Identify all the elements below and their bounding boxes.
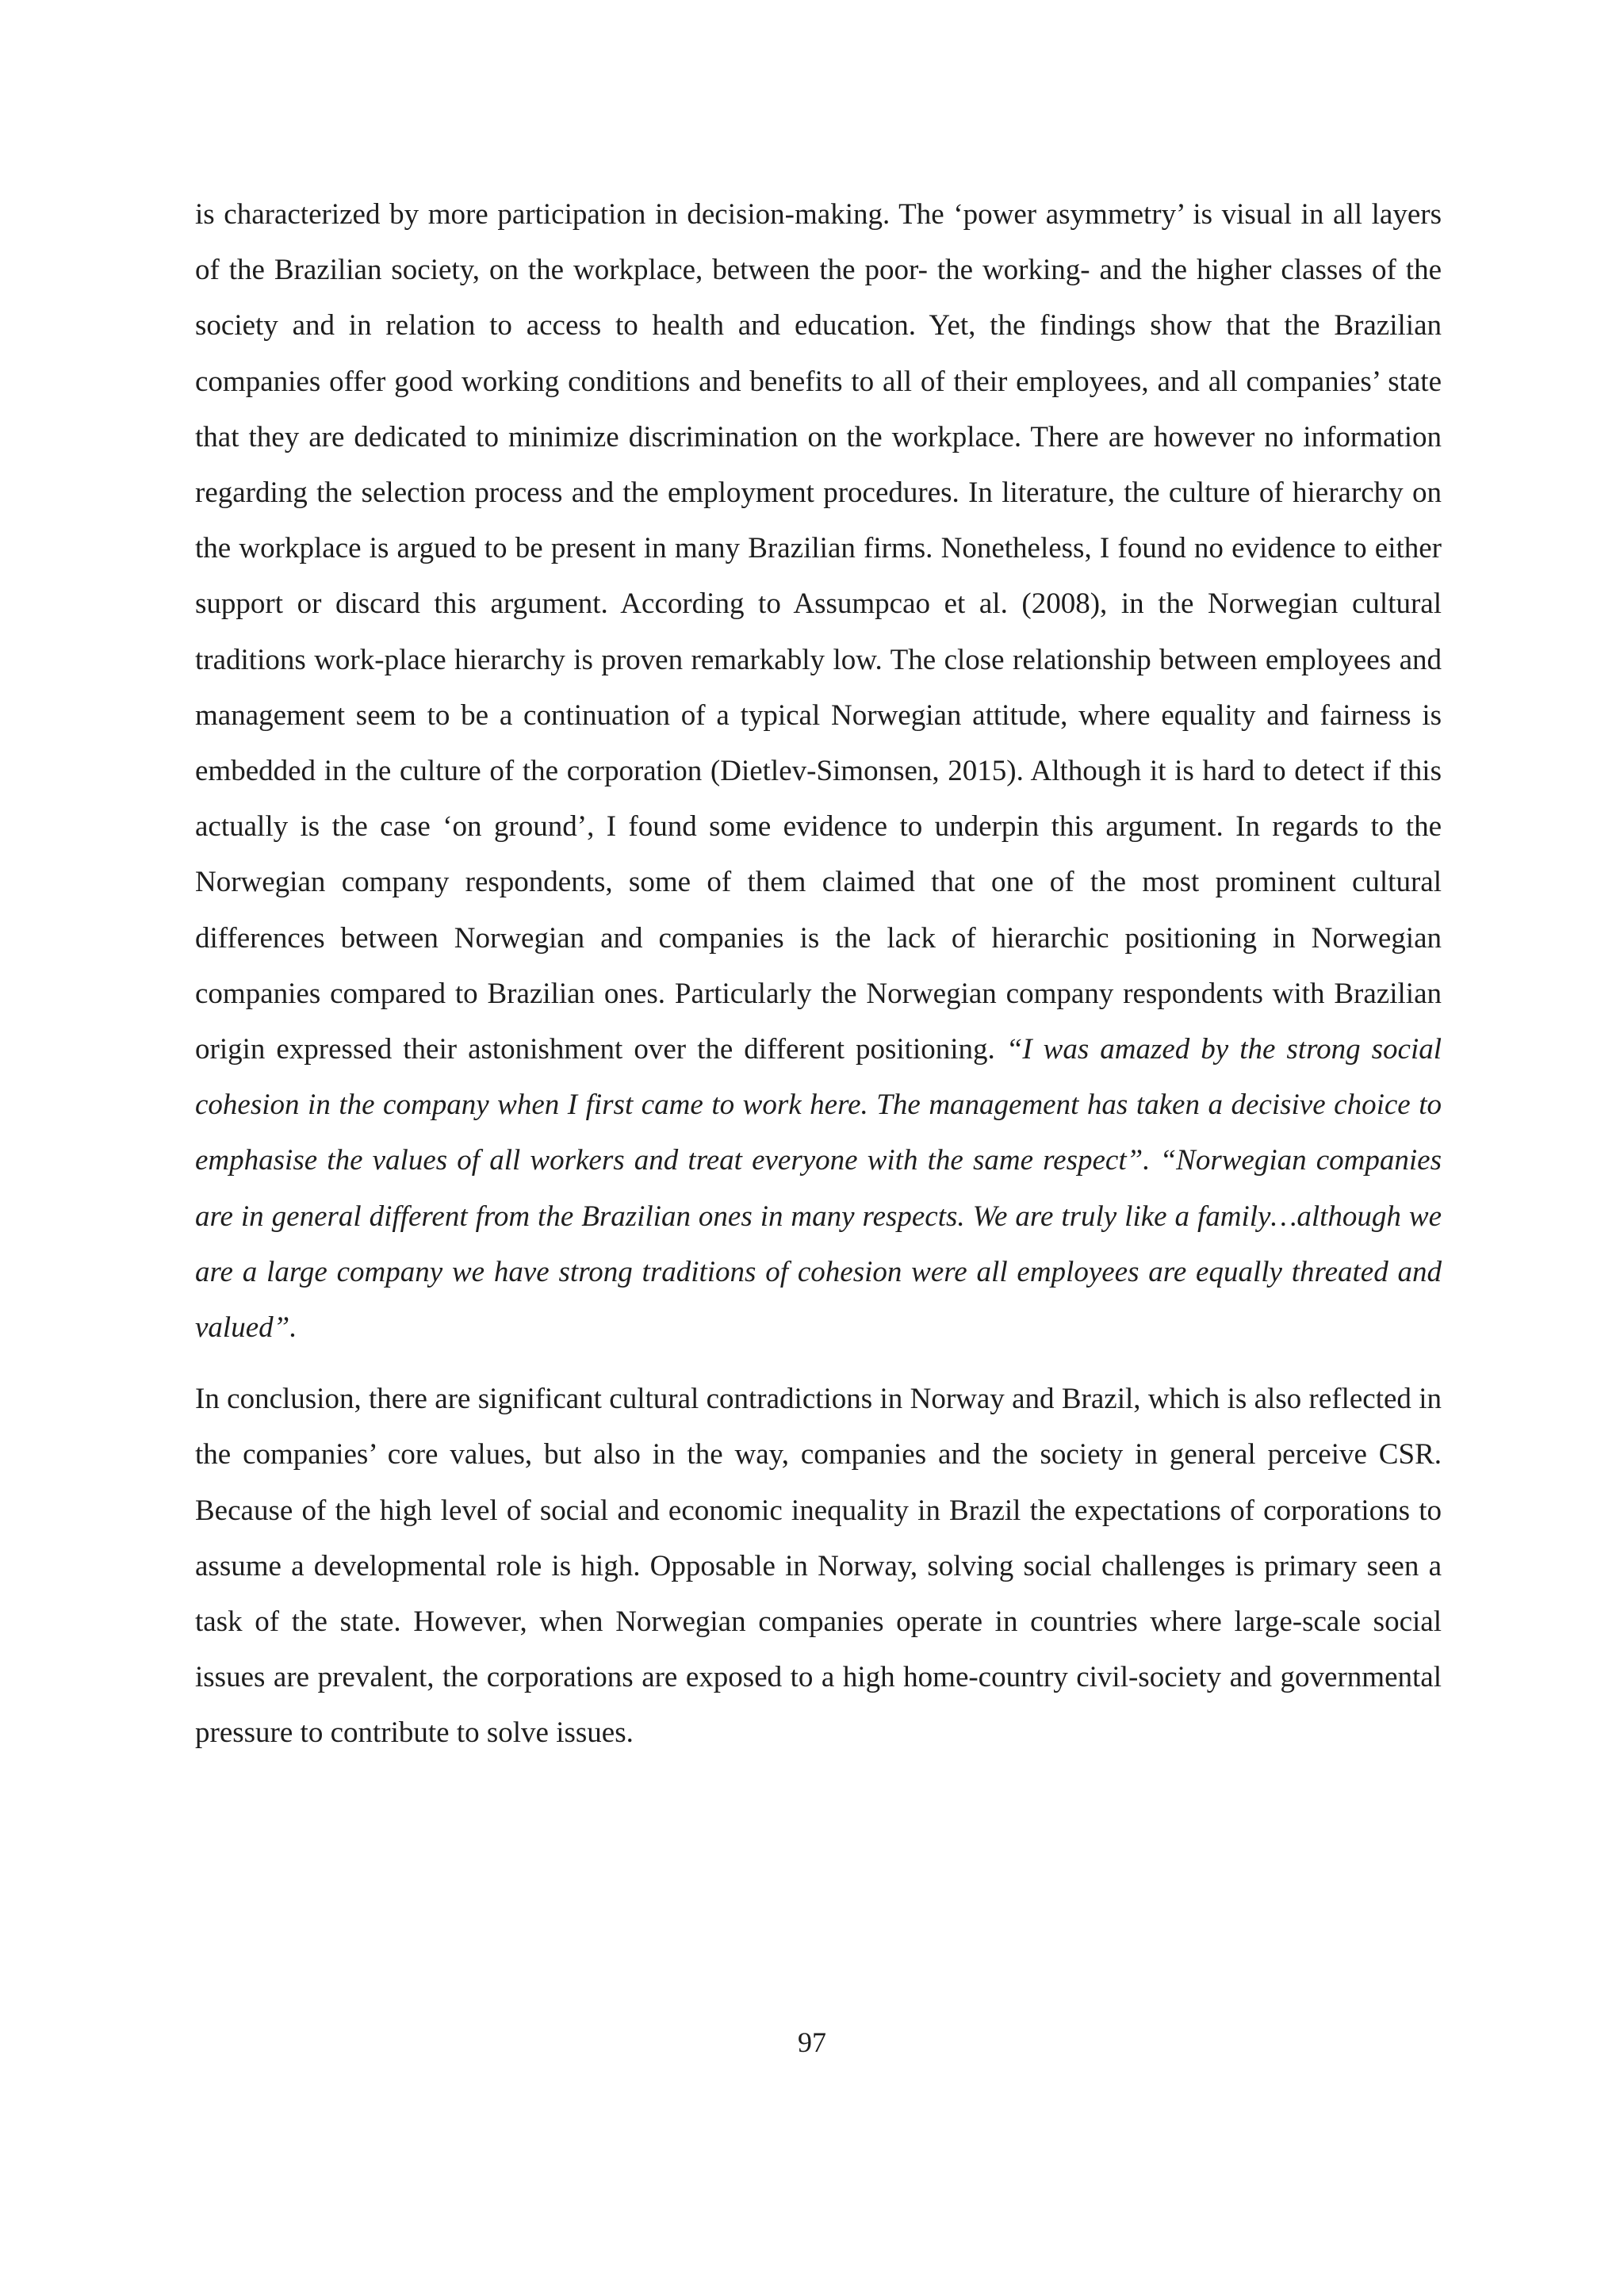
respondent-quote: “I was amazed by the strong social cohesion in the company when I first came to work here. The management has taken a decisive choice to emphasise the values of all workers and treat everyone with the same respect”. “Norwegian companies are in general different from the Brazilian ones in many respects. We are truly like a family…although we are a large company we have strong traditions of cohesion were all employees are equally threated and valued”. bbox=[195, 1033, 1442, 1345]
page-number: 97 bbox=[798, 2026, 826, 2058]
paragraph-conclusion bbox=[195, 1372, 1442, 1761]
paragraph-power-asymmetry bbox=[195, 187, 1442, 1356]
paragraph-text: In conclusion, there are significant cultural contradictions in Norway and Brazil, which is also reflected in the companies’ core values, but also in the way, companies and the society in general perceive CSR. Because of the high level of social and economic inequality in Brazil the expectations of corporations to assume a developmental role is high. Opposable in Norway, solving social challenges is primary seen a task of the state. However, when Norwegian companies operate in countries where large-scale social issues are prevalent, the corporations are exposed to a high home-country civil-society and governmental pressure to contribute to solve issues. bbox=[195, 1383, 1442, 1750]
paragraph-text: is characterized by more participation in decision-making. The ‘power asymmetry’ is visual in all layers of the Brazilian society, on the workplace, between the poor- the working- and the higher classes of the society and in relation to access to health and education. Yet, the findings show that the Brazilian companies offer good working conditions and benefits to all of their employees, and all companies’ state that they are dedicated to minimize discrimination on the workplace. There are however no information regarding the selection process and the employment procedures. In literature, the culture of hierarchy on the workplace is argued to be present in many Brazilian firms. Nonetheless, I found no evidence to either support or discard this argument. According to Assumpcao et al. (2008), in the Norwegian cultural traditions work-place hierarchy is proven remarkably low. The close relationship between employees and management seem to be a continuation of a typical Norwegian attitude, where equality and fairness is embedded in the culture of the corporation (Dietlev-Simonsen, 2015). Although it is hard to detect if this actually is the case ‘on ground’, I found some evidence to underpin this argument. In regards to the Norwegian company respondents, some of them claimed that one of the most prominent cultural differences between Norwegian and companies is the lack of hierarchic positioning in Norwegian companies compared to Brazilian ones. Particularly the Norwegian company respondents with Brazilian origin expressed their astonishment over the different positioning. bbox=[195, 198, 1442, 1066]
body-text bbox=[195, 187, 1442, 1762]
